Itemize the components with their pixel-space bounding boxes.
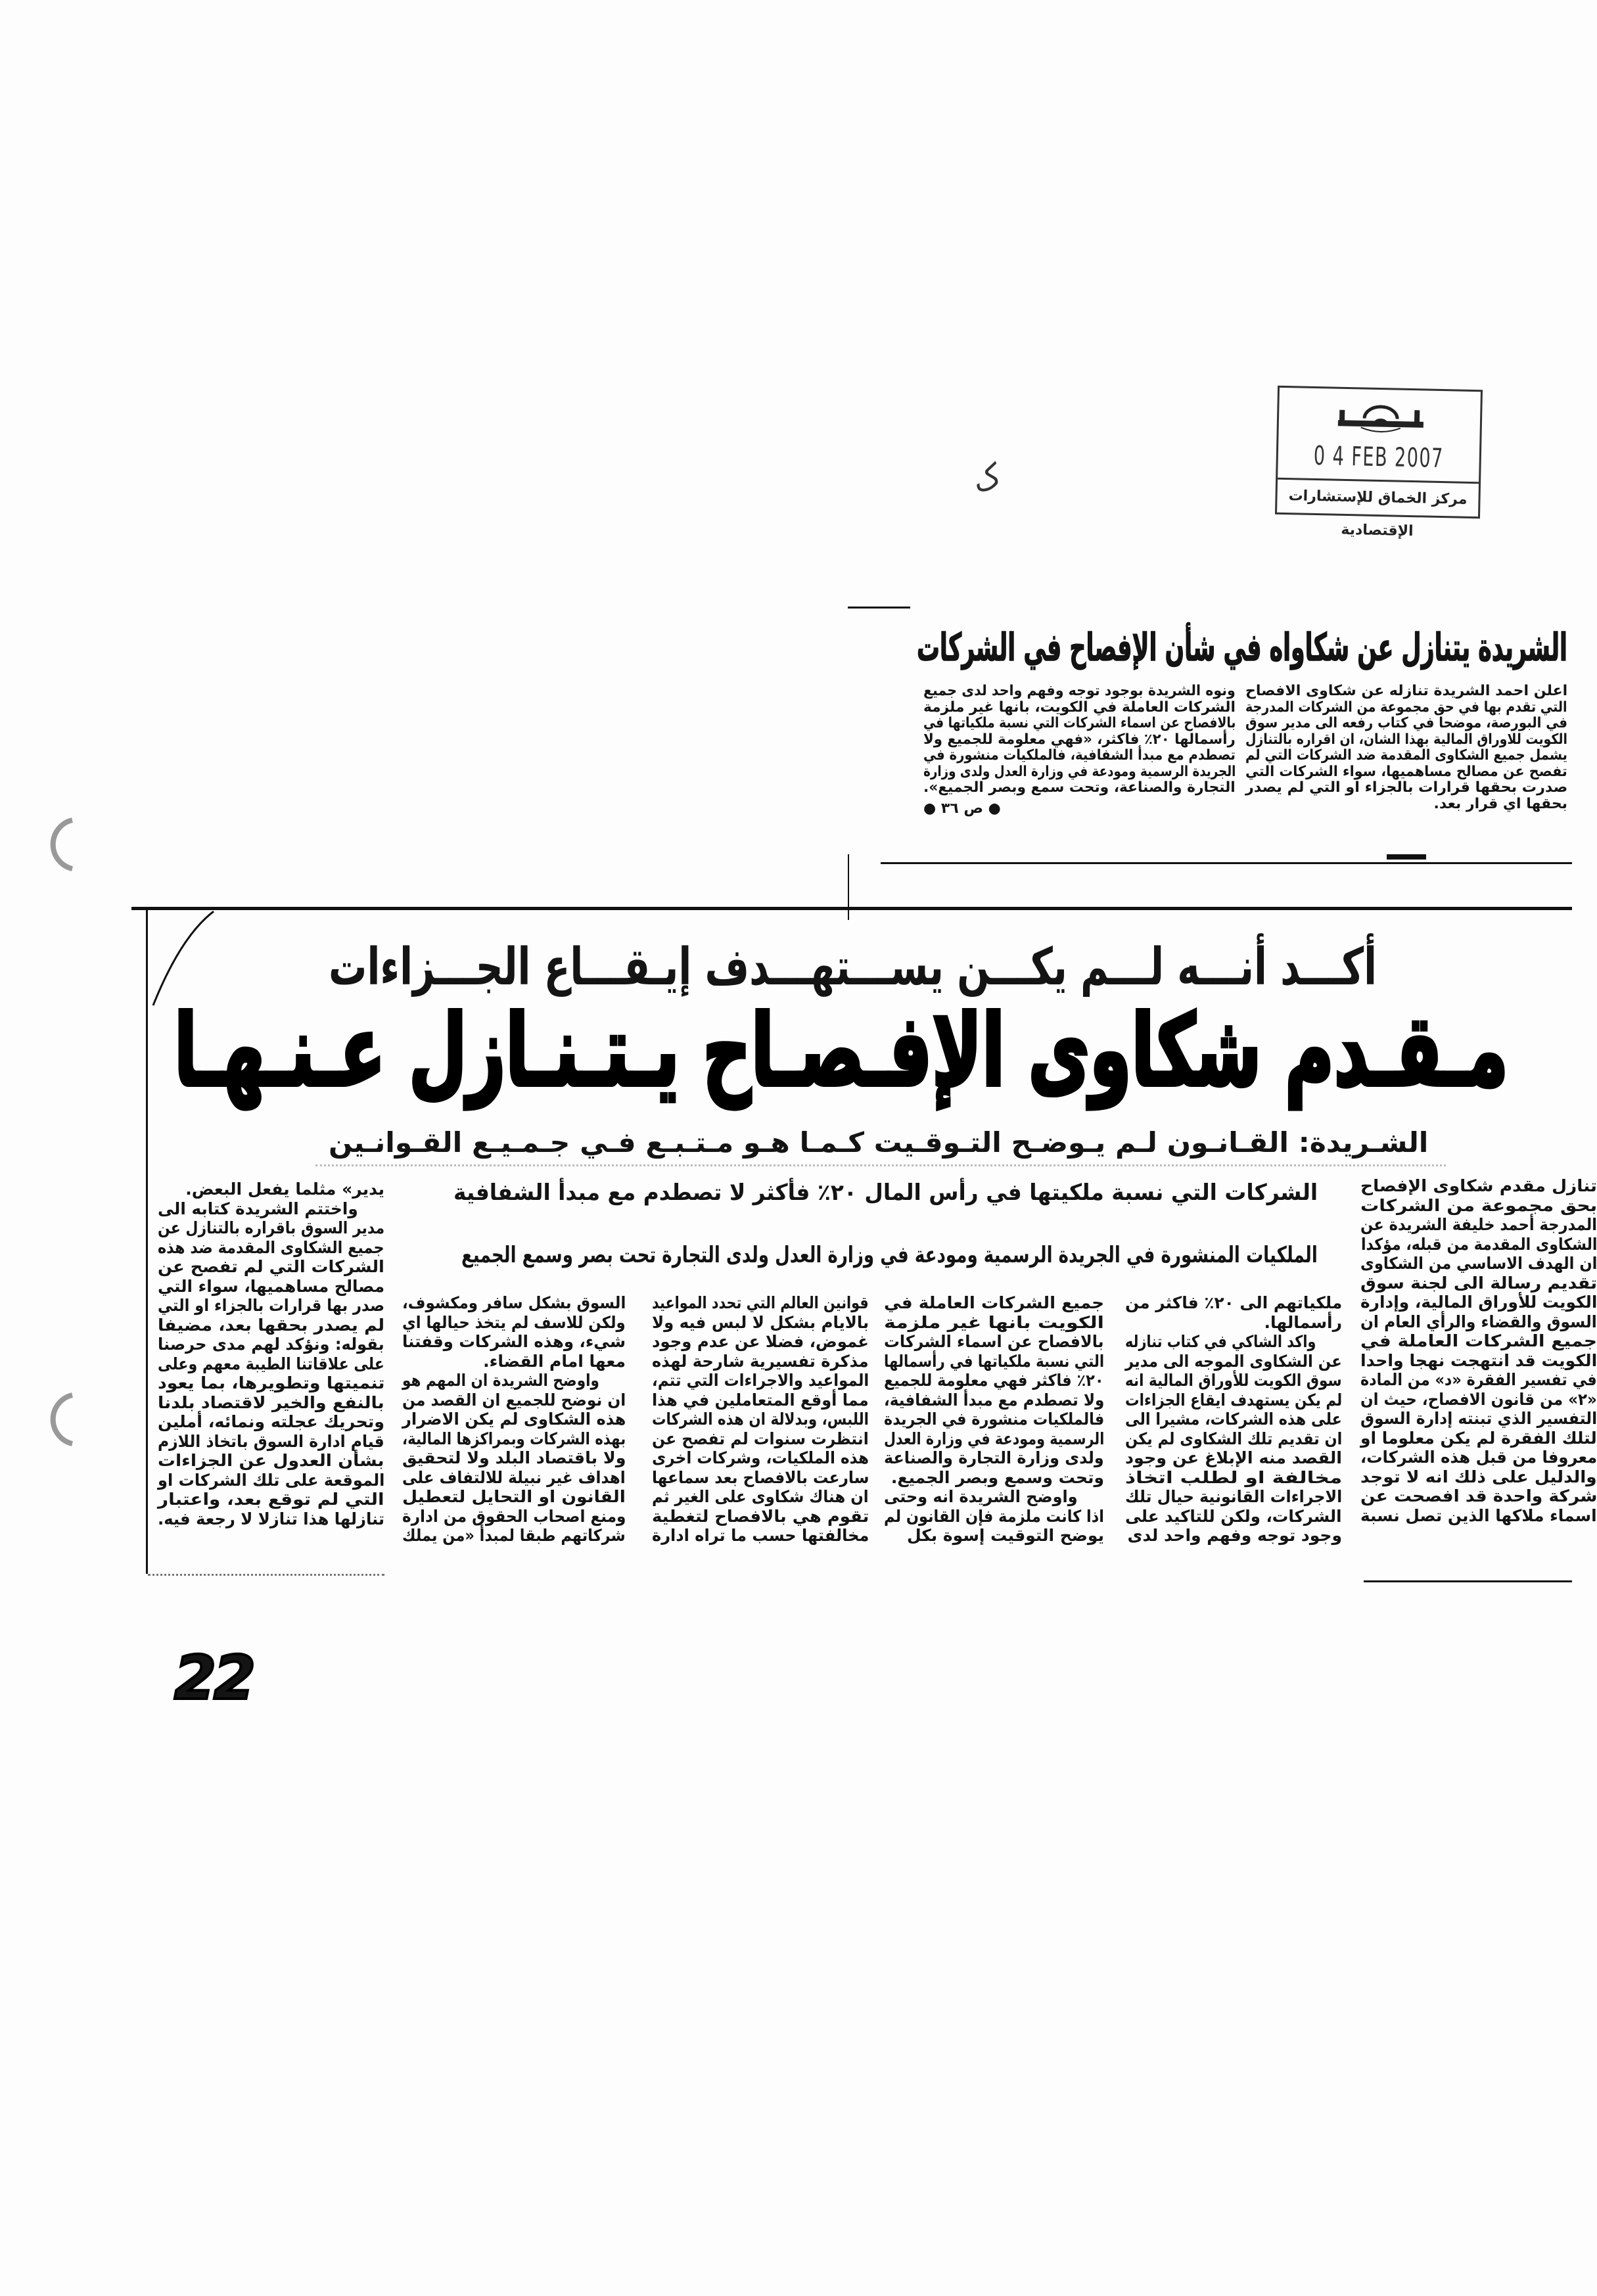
text-line: الموقعة على تلك الشركات او	[157, 1470, 384, 1490]
text-line: صدر بها قرارات بالجزاء او التي	[157, 1296, 384, 1315]
text-line: اسماء ملاكها الذين تصل نسبة	[1360, 1505, 1597, 1525]
text-line: ان هناك شكاوى على الغير ثم	[652, 1487, 869, 1506]
article-column-4	[652, 1293, 869, 1546]
text-line: بالافصاح عن اسماء الشركات	[884, 1332, 1104, 1351]
pull-quote-1: الشركات التي نسبة ملكيتها في رأس المال ٢٠٪ فأكثر لا تصطدم مع مبدأ الشفافية	[453, 1180, 1318, 1206]
text-line: بحقها اي قرار بعد.	[1433, 795, 1567, 812]
article-column-1	[1360, 1176, 1597, 1525]
text-line: بالايام بشكل لا لبس فيه ولا	[651, 1312, 869, 1332]
article-column-3	[884, 1293, 1104, 1546]
text-line: بهذه الشركات وبمراكزها المالية،	[402, 1429, 626, 1448]
text-line: السوق والقضاء والرأي العام ان	[1360, 1312, 1597, 1331]
text-line: وتحريك عجلته ونمائه، أملين	[157, 1412, 384, 1431]
text-line: جميع الشكاوى المقدمة ضد هذه	[158, 1237, 384, 1257]
text-line: بالنفع والخير لاقتصاد بلدنا	[158, 1392, 384, 1412]
newspaper-logo-icon	[1331, 398, 1431, 432]
text-line: تفصح عن مصالح مساهميها، سواء الشركات التي	[1245, 763, 1567, 780]
page-number: 22	[174, 1643, 254, 1713]
text-line: مخالفة او لطلب اتخاذ	[1124, 1467, 1342, 1487]
small-article-column-left	[923, 683, 1236, 796]
text-line: الشركات، ولكن للتاكيد على	[1125, 1506, 1342, 1526]
text-line: «٢» من قانون الافصاح، حيث ان	[1360, 1389, 1597, 1409]
text-line: مما أوقع المتعاملين في هذا	[652, 1390, 869, 1410]
text-line: ٢٠٪ فاكثر فهي معلومة للجميع	[884, 1371, 1104, 1390]
text-line: واوضح الشريدة انه وحتى	[884, 1487, 1078, 1506]
punch-hole-icon	[46, 815, 85, 874]
text-line: لتلك الفقرة لم يكن معلوما او	[1360, 1428, 1597, 1448]
text-line: سوق الكويت للأوراق المالية انه	[1125, 1371, 1342, 1390]
text-line: جميع الشركات العاملة في	[1360, 1331, 1597, 1350]
text-line: ولا تصطدم مع مبدأ الشفافية،	[883, 1390, 1104, 1410]
text-line: لم يصدر بحقها بعد، مضيفا	[157, 1315, 384, 1335]
text-line: اهداف غير نبيلة للالتفاف على	[402, 1467, 626, 1487]
text-line: ملكياتهم الى ٢٠٪ فاكثر من	[1124, 1293, 1342, 1312]
text-line: القانون او التحايل لتعطيل	[402, 1487, 626, 1506]
text-line: غموض، فضلا عن عدم وجود	[652, 1332, 869, 1351]
text-line: وجود توجه وفهم واحد لدى	[1127, 1526, 1342, 1545]
text-line: واختتم الشريدة كتابه الى	[158, 1199, 358, 1218]
text-line: شيء، وهذه الشركات وقفتنا	[402, 1332, 626, 1351]
text-line: الكويت للاوراق المالية بهذا الشان، ان اقراره بالتنازل	[1245, 731, 1567, 748]
archive-stamp	[1275, 386, 1483, 540]
text-line: التي تقدم بها في حق مجموعة من الشركات المدرجة	[1245, 699, 1567, 716]
text-line: تصطدم مع مبدأ الشفافية، فالملكيات منشورة في	[923, 747, 1236, 764]
pull-quote-2: الملكيات المنشورة في الجريدة الرسمية ومودعة في وزارة العدل ولدى التجارة تحت بصر وسمع الجميع	[461, 1242, 1318, 1268]
text-line: بالافصاح عن اسماء الشركات التي نسبة ملكياتها في	[923, 715, 1236, 731]
text-line: التي لم توقع بعد، واعتبار	[158, 1490, 384, 1509]
text-line: السوق بشكل سافر ومكشوف،	[402, 1293, 626, 1312]
text-line: التي نسبة ملكياتها في رأسمالها	[883, 1351, 1104, 1371]
text-line: وتحت وسمع وبصر الجميع.	[891, 1467, 1104, 1487]
text-line: رأسمالها ٢٠٪ فاكثر، «فهي معلومة للجميع ولا	[923, 731, 1236, 748]
small-article-title: الشريدة يتنازل عن شكاواه في شأن الإفصاح في الشركات	[917, 625, 1567, 670]
text-line: صدرت بحقها قرارات بالجزاء او التي لم يصدر	[1245, 779, 1567, 796]
text-line: بقوله: ونؤكد لهم مدى حرصنا	[158, 1335, 384, 1354]
divider	[315, 1164, 1446, 1166]
article-deck: الشـريدة: القـانـون لـم يـوضـح التـوقـيت كـمـا هـو مـتـبـع فـي جـمـيـع القـوانـين	[328, 1126, 1428, 1159]
text-line: شركاتهم طبقا لمبدأ «من يملك	[402, 1526, 626, 1545]
text-line: ان الهدف الاساسي من الشكاوى	[1360, 1254, 1597, 1273]
text-line: على علاقاتنا الطيبة معهم وعلى	[158, 1354, 384, 1373]
text-line: بشأن العدول عن الجزاءات	[158, 1451, 384, 1470]
article-headline: مـقـدم شكاوى الإفـصـاح يـتـنـازل عـنـهـا	[174, 994, 1508, 1109]
text-line: المدرجة أحمد خليفة الشريدة عن	[1360, 1215, 1597, 1234]
text-line: تنازلها هذا تنازلا لا رجعة فيه.	[157, 1509, 384, 1528]
article-column-6	[158, 1180, 384, 1528]
text-line: اللبس، وبدلالة ان هذه الشركات	[652, 1410, 869, 1429]
pen-mark	[848, 854, 849, 920]
text-line: الشكاوى المقدمة من قبله، مؤكدا	[1360, 1234, 1597, 1254]
text-line: ولدى وزارة التجارة والصناعة	[884, 1448, 1104, 1467]
text-line: اذا كانت ملزمة فإن القانون لم	[884, 1506, 1104, 1526]
text-line: معها امام القضاء.	[483, 1351, 626, 1371]
text-line: المواعيد والاجراءات التي تتم،	[651, 1371, 869, 1390]
text-line: ولكن للاسف لم يتخذ حيالها اي	[402, 1312, 626, 1332]
text-line: الشركات العاملة في الكويت، بانها غير ملزمة	[923, 699, 1236, 716]
text-line: يشمل جميع الشكاوى المقدمة ضد الشركات التي لم	[1245, 747, 1567, 764]
text-line: عن الشكاوى الموجه الى مدير	[1125, 1351, 1342, 1371]
divider	[148, 1574, 384, 1576]
text-line: الكويت بانها غير ملزمة	[884, 1312, 1104, 1332]
page-reference: ● ص ٣٦ ●	[923, 800, 1001, 817]
text-line: يوضح التوقيت إسوة بكل	[906, 1526, 1104, 1545]
text-line: الرسمية ومودعة في وزارة العدل	[883, 1429, 1104, 1448]
article-column-5	[402, 1293, 626, 1546]
text-line: الكويت للأوراق المالية، وإدارة	[1360, 1293, 1597, 1312]
text-line: يدير» مثلما يفعل البعض.	[185, 1180, 384, 1199]
text-line: رأسمالها.	[1264, 1312, 1342, 1332]
text-line: على هذه الشركات، مشيرا الى	[1125, 1410, 1342, 1429]
text-line: هذه الشكاوى لم يكن الاضرار	[402, 1410, 626, 1429]
small-article-column-right	[1245, 683, 1567, 812]
text-line: شركة واحدة قد افصحت عن	[1360, 1486, 1597, 1505]
text-line: بحق مجموعة من الشركات	[1360, 1195, 1597, 1215]
text-line: اعلن احمد الشريدة تنازله عن شكاوى الافصاح	[1245, 683, 1567, 699]
text-line: مذكرة تفسيرية شارحة لهذه	[652, 1351, 869, 1371]
divider	[1387, 854, 1426, 860]
text-line: تقوم هي بالافصاح لتغطية	[651, 1506, 869, 1526]
text-line: انتظرت سنوات لم تفصح عن	[652, 1429, 869, 1448]
text-line: الشركات التي لم تفصح عن	[158, 1257, 384, 1276]
text-line: ان تقديم تلك الشكاوى لم يكن	[1124, 1429, 1342, 1448]
text-line: جميع الشركات العاملة في	[883, 1293, 1104, 1312]
article-top-rule	[131, 907, 1572, 910]
text-line: الكويت قد انتهجت نهجا واحدا	[1360, 1350, 1597, 1370]
text-line: معروفا من قبل هذه الشركات،	[1360, 1448, 1597, 1467]
text-line: واكد الشاكي في كتاب تنازله	[1124, 1332, 1316, 1351]
text-line: مخالفتها حسب ما تراه ادارة	[651, 1526, 869, 1545]
text-line: فالملكيات منشورة في الجريدة	[883, 1410, 1104, 1429]
text-line: هذه الملكيات، وشركات اخرى	[651, 1448, 869, 1467]
text-line: التجارة والصناعة، وتحت سمع وبصر الجميع».	[923, 779, 1236, 796]
text-line: في البورصة، موضحا في كتاب رفعه الى مدير سوق	[1245, 715, 1567, 731]
stamp-date: 0 4 FEB 2007	[1313, 440, 1445, 474]
text-line: مدير السوق باقراره بالتنازل عن	[157, 1218, 384, 1237]
text-line: تقديم رسالة الى لجنة سوق	[1360, 1273, 1597, 1293]
text-line: التفسير الذي تبنته إدارة السوق	[1360, 1409, 1597, 1428]
text-line: في تفسير الفقرة «د» من المادة	[1360, 1370, 1597, 1389]
text-line: تنازل مقدم شكاوى الإفصاح	[1360, 1176, 1597, 1195]
stamp-footer: مركز الخماق للإستشارات الإقتصادية	[1277, 478, 1479, 517]
text-line: مصالح مساهميها، سواء التي	[157, 1276, 384, 1296]
article-column-2	[1125, 1293, 1342, 1546]
text-line: ومنع اصحاب الحقوق من ادارة	[402, 1506, 626, 1526]
divider	[881, 862, 1572, 864]
text-line: ان نوضح للجميع ان القصد من	[402, 1390, 626, 1410]
text-line: قوانين العالم التي تحدد المواعيد	[652, 1293, 869, 1312]
text-line: سارعت بالافصاح بعد سماعها	[651, 1467, 869, 1487]
divider	[1364, 1580, 1572, 1582]
divider	[848, 607, 910, 608]
punch-hole-icon	[46, 1390, 85, 1449]
article-subheadline: أكـــد أنـــه لـــم يكـــن يســـتهـــدف إيـقـــاع الجـــزاءات	[328, 938, 1377, 997]
text-line: واوضح الشريدة ان المهم هو	[402, 1371, 599, 1390]
text-line: الاجراءات القانونية حيال تلك	[1124, 1487, 1342, 1506]
text-line: ولا باقتصاد البلد ولا لتحقيق	[402, 1448, 626, 1467]
text-line: والدليل على ذلك انه لا توجد	[1360, 1467, 1597, 1486]
text-line: القصد منه الإبلاغ عن وجود	[1125, 1448, 1342, 1467]
handwritten-mark: ک	[967, 456, 1007, 501]
text-line: ونوه الشريدة بوجود توجه وفهم واحد لدى جميع	[923, 683, 1236, 699]
text-line: لم يكن يستهدف ايقاع الجزاءات	[1124, 1390, 1342, 1410]
text-line: الجريدة الرسمية ومودعة في وزارة العدل ولدى وزارة	[923, 763, 1236, 780]
text-line: قيام ادارة السوق باتخاذ اللازم	[158, 1431, 384, 1451]
text-line: تنميتها وتطويرها، بما يعود	[157, 1373, 384, 1392]
